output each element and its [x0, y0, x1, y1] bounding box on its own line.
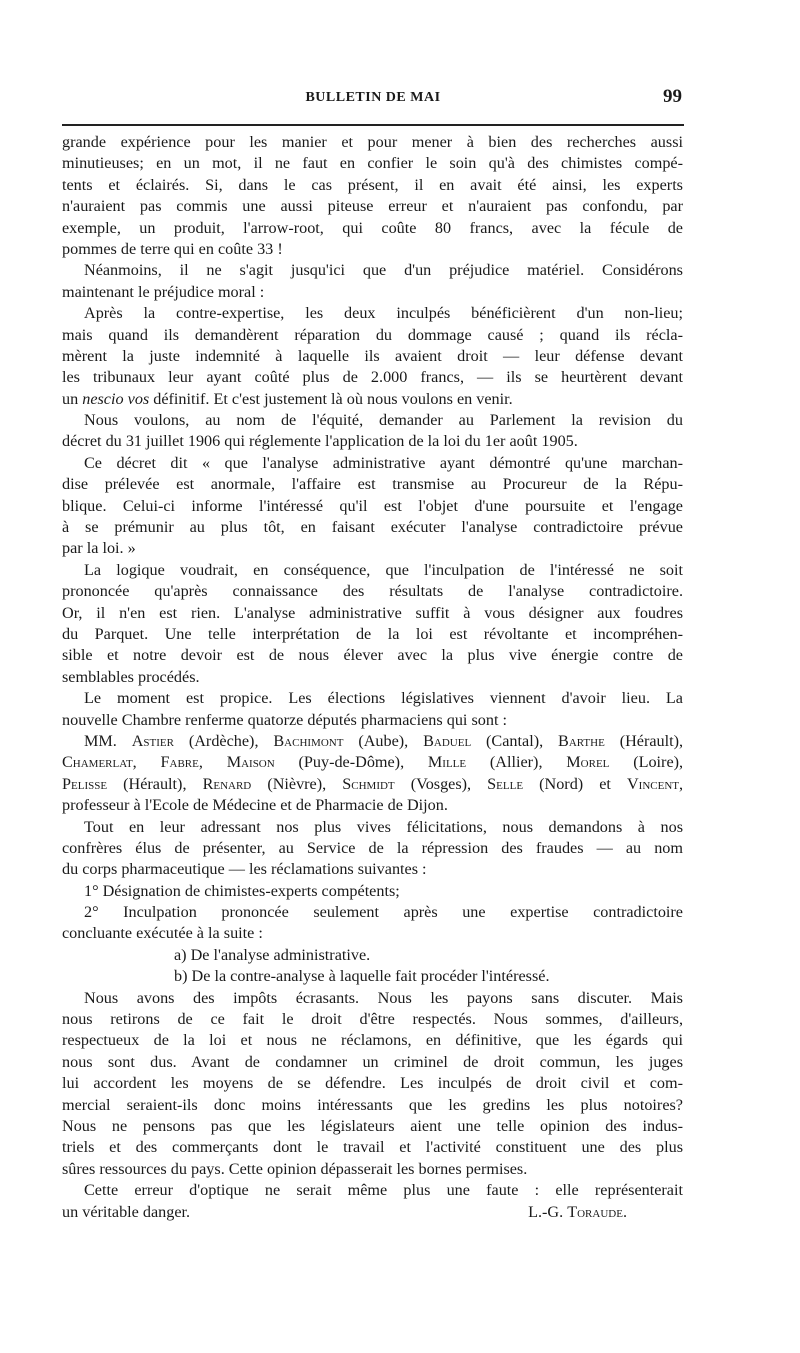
deputy-place: (Ardèche),	[188, 731, 259, 750]
paragraph	[62, 132, 683, 260]
text-line: Après la contre-expertise, les deux inculpés bénéficièrent d'un non-lieu;	[84, 304, 683, 323]
deputy-place: (Hérault),	[123, 774, 187, 793]
deputy-name: Selle	[487, 774, 524, 793]
text-line: exemple, un produit, l'arrow-root, qui coûte 80 francs, avec la fécule de	[62, 218, 683, 237]
text-line: Nous voulons, au nom de l'équité, demander au Parlement la revision du	[84, 411, 683, 430]
deputy-place: (Aube),	[358, 731, 409, 750]
deputy-place: (Nièvre),	[267, 774, 327, 793]
text-line: Ce décret dit « que l'analyse administrative ayant démontré qu'une marchan-	[84, 453, 683, 472]
text-line: b) De la contre-analyse à laquelle fait procéder l'intéressé.	[174, 967, 550, 986]
paragraph	[62, 688, 683, 731]
text-line: décret du 31 juillet 1906 qui réglemente l'application de la loi du 1er août 1905.	[62, 432, 578, 451]
text-line: triels et des commerçants dont le travail et l'activité constituent une des plus	[62, 1138, 683, 1157]
paragraph	[62, 260, 683, 303]
paragraph	[62, 303, 683, 410]
text-line: professeur à l'Ecole de Médecine et de Pharmacie de Dijon.	[62, 796, 448, 815]
text-line: respectueux de la loi et nous ne réclamons, en définitive, que les égards qui	[62, 1031, 683, 1050]
deputy-place: (Vosges),	[410, 774, 472, 793]
nescio-pre: un	[62, 389, 79, 408]
text-line: à se prémunir au plus tôt, en faisant exécuter l'analyse contradictoire prévue	[62, 518, 683, 537]
text-line	[62, 774, 683, 795]
text-line: mercial seraient-ils donc moins intéressants que les gredins les plus notoires?	[62, 1095, 683, 1114]
text-line: lui accordent les moyens de se défendre. Les inculpés de droit civil et com-	[62, 1074, 683, 1093]
nescio-italic: nescio vos	[82, 389, 150, 408]
text-line: minutieuses; en un mot, il ne faut en confier le soin qu'à des chimistes compé-	[62, 154, 683, 173]
article-body	[62, 132, 683, 1223]
deputy-name: Mille	[427, 753, 467, 772]
text-line: mais quand ils demandèrent réparation du dommage causé ; quand ils récla-	[62, 325, 683, 344]
header-rule	[62, 124, 684, 126]
text-line: par la loi. »	[62, 539, 136, 558]
text-line: a) De l'analyse administrative.	[174, 945, 371, 964]
paragraph	[62, 453, 683, 560]
text-line: nous retirons de ce fait le droit d'être respectés. Nous sommes, d'ailleurs,	[62, 1010, 683, 1029]
closing-text: un véritable danger.	[62, 1202, 191, 1221]
text-line: nouvelle Chambre renferme quatorze députés pharmaciens qui sont :	[62, 710, 507, 729]
paragraph	[62, 817, 683, 945]
deputy-name: Schmidt	[342, 774, 395, 793]
paragraph	[62, 988, 683, 1181]
page-number: 99	[663, 86, 682, 107]
deputy-name: Vincent,	[626, 774, 683, 793]
text-line: tents et éclairés. Si, dans le cas présent, il en avait été ainsi, les experts	[62, 175, 683, 194]
deputy-place: (Hérault),	[619, 731, 683, 750]
text-line: dise prélevée est anormale, l'affaire est transmise au Procureur de la Répu-	[62, 475, 683, 494]
text-line: Néanmoins, il ne s'agit jusqu'ici que d'un préjudice matériel. Considérons	[84, 261, 683, 280]
signature-prefix: L.-G.	[528, 1202, 564, 1221]
signature-name: Toraude.	[567, 1202, 627, 1221]
text-line: blique. Celui-ci informe l'intéressé qu'il est l'objet d'une poursuite et l'engage	[62, 496, 683, 515]
author-signature	[528, 1202, 683, 1223]
deputy-name: Barthe	[558, 731, 605, 750]
text-line	[62, 731, 683, 752]
closing-line	[62, 1202, 683, 1223]
deputy-name: Pelisse	[62, 774, 108, 793]
text-line: maintenant le préjudice moral :	[62, 282, 265, 301]
paragraph	[62, 1180, 683, 1223]
text-line: mèrent la juste indemnité à laquelle ils avaient droit — leur défense devant	[62, 346, 683, 365]
text-line: La logique voudrait, en conséquence, que l'inculpation de l'intéressé ne soit	[84, 560, 683, 579]
text-line: nous sont dus. Avant de condamner un criminel de droit commun, les juges	[62, 1052, 683, 1071]
page-header	[62, 86, 684, 112]
nescio-post: définitif. Et c'est justement là où nous voulons en venir.	[153, 389, 513, 408]
deputy-name: Renard	[202, 774, 252, 793]
text-line: 1° Désignation de chimistes-experts compétents;	[84, 881, 400, 900]
paragraph	[62, 410, 683, 453]
text-line: pommes de terre qui en coûte 33 !	[62, 239, 283, 258]
deputy-name: Morel	[566, 753, 610, 772]
deputy-name: Chamerlat,	[62, 753, 137, 772]
deputy-place: (Allier),	[489, 753, 543, 772]
text-line: semblables procédés.	[62, 667, 200, 686]
mm-label: MM.	[84, 731, 117, 750]
text-line: grande expérience pour les manier et pour mener à bien des recherches aussi	[62, 133, 683, 151]
text-line: 2° Inculpation prononcée seulement après une expertise contradictoire	[84, 903, 683, 922]
text-line: Or, il n'en est rien. L'analyse administrative suffit à vous désigner aux foudres	[62, 603, 683, 622]
paragraph	[62, 560, 683, 688]
text-line: Nous avons des impôts écrasants. Nous les payons sans discuter. Mais	[84, 988, 683, 1007]
text-line: Tout en leur adressant nos plus vives félicitations, nous demandons à nos	[84, 817, 683, 836]
text-line: Le moment est propice. Les élections législatives viennent d'avoir lieu. La	[84, 689, 683, 708]
text-line: sûres ressources du pays. Cette opinion dépasserait les bornes permises.	[62, 1159, 528, 1178]
text-line: n'auraient pas commis une aussi piteuse erreur et n'auraient pas confondu, par	[62, 197, 683, 216]
text-line: Cette erreur d'optique ne serait même plus une faute : elle représenterait	[84, 1181, 683, 1200]
deputies-list	[62, 731, 683, 817]
text-line	[62, 752, 683, 773]
deputy-name: Baduel	[423, 731, 472, 750]
text-line: du corps pharmaceutique — les réclamations suivantes :	[62, 860, 427, 879]
deputy-name: Fabre,	[160, 753, 203, 772]
sub-list	[62, 945, 683, 988]
text-line: prononcée qu'après connaissance des résultats de l'analyse contradictoire.	[62, 582, 683, 601]
deputy-place: (Loire),	[633, 753, 683, 772]
deputy-name: Astier	[131, 731, 174, 750]
text-line: sible et notre devoir est de nous élever avec la plus vive énergie contre de	[62, 646, 683, 665]
deputy-place: (Nord) et	[539, 774, 611, 793]
text-line: confrères élus de présenter, au Service de la répression des fraudes — au nom	[62, 838, 683, 857]
running-title: BULLETIN DE MAI	[305, 90, 441, 105]
text-line: concluante exécutée à la suite :	[62, 924, 263, 943]
text-line: les tribunaux leur ayant coûté plus de 2.000 francs, — ils se heurtèrent devant	[62, 368, 683, 387]
deputy-name: Bachimont	[273, 731, 344, 750]
deputy-place: (Puy-de-Dôme),	[298, 753, 405, 772]
deputy-name: Maison	[226, 753, 275, 772]
text-line	[62, 389, 683, 410]
text-line: du Parquet. Une telle interprétation de la loi est révoltante et incompréhen-	[62, 624, 683, 643]
deputy-place: (Cantal),	[486, 731, 544, 750]
text-line: Nous ne pensons pas que les législateurs aient une telle opinion des indus-	[62, 1116, 683, 1135]
